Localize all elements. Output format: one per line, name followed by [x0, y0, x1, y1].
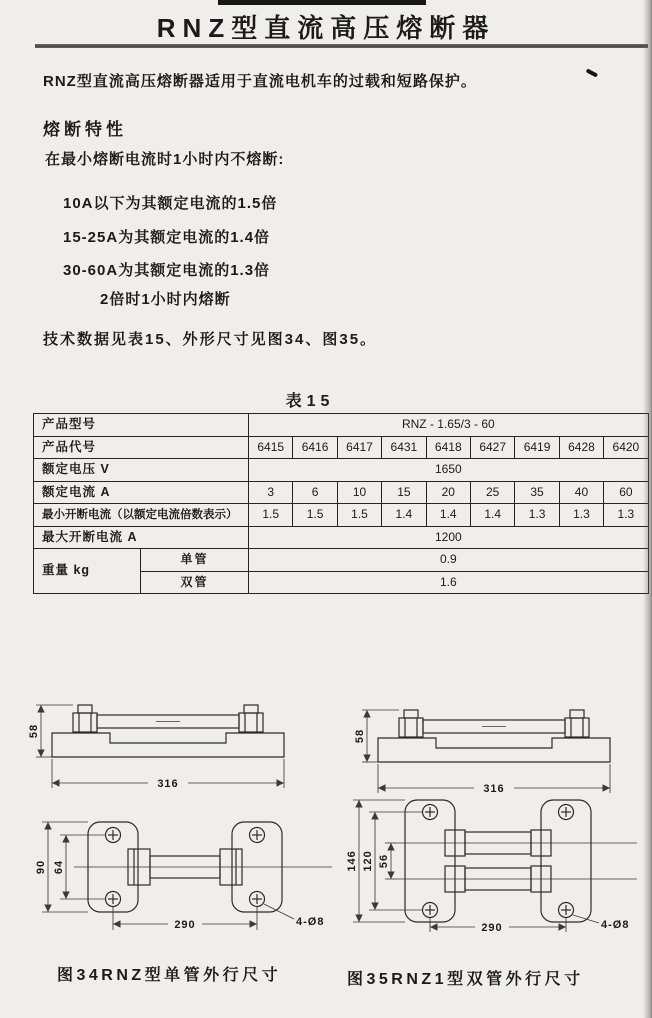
fig34-caption: 图34RNZ型单管外行尺寸 — [57, 967, 282, 984]
fusing-intro-line: 在最小熔断电流时1小时内不熔断: — [45, 151, 285, 168]
cell: 6428 — [559, 436, 603, 459]
table-row-rated-voltage — [34, 459, 649, 482]
fig35-side-view-drawing — [348, 696, 638, 801]
cell: 6415 — [249, 436, 293, 459]
cell-rated-voltage: 1650 — [249, 459, 649, 482]
cell: 1.5 — [337, 504, 381, 527]
title-divider-rule — [35, 44, 648, 48]
row-label: 额定电流 A — [34, 481, 249, 504]
cell: 6420 — [604, 436, 649, 459]
cell: 6417 — [337, 436, 381, 459]
fig35-caption: 图35RNZ1型双管外行尺寸 — [347, 971, 584, 988]
cell: 1.4 — [382, 504, 426, 527]
sub-label-double-tube: 双管 — [141, 571, 249, 594]
section-heading: 熔断特性 — [43, 120, 127, 139]
dim-label-length: 316 — [157, 778, 179, 790]
row-label: 额定电压 V — [34, 459, 249, 482]
dim-label-height: 58 — [354, 728, 366, 744]
dim-label-hole-spacing-h: 290 — [481, 922, 503, 934]
page-title: RNZ型直流高压熔断器 — [156, 13, 496, 43]
spec-table — [33, 413, 649, 594]
fig34-top-view-drawing — [30, 802, 340, 937]
cell-product-model: RNZ - 1.65/3 - 60 — [249, 414, 649, 437]
table-row-rated-current — [34, 481, 649, 504]
dim-label-height: 58 — [28, 723, 40, 739]
fusing-line: 15-25A为其额定电流的1.4倍 — [63, 229, 271, 246]
fusing-line: 30-60A为其额定电流的1.3倍 — [63, 262, 271, 279]
cell: 1.5 — [249, 504, 293, 527]
sub-label-single-tube: 单管 — [141, 549, 249, 572]
cell: 1.5 — [293, 504, 337, 527]
dim-label-holes-note: 4-Ø8 — [296, 916, 325, 928]
row-label: 产品型号 — [34, 414, 249, 437]
cell-max-breaking: 1200 — [249, 526, 649, 549]
cell: 60 — [604, 481, 649, 504]
table-row-product-code — [34, 436, 649, 459]
cell: 20 — [426, 481, 470, 504]
fusing-line: 2倍时1小时内熔断 — [100, 291, 231, 308]
cell: 1.3 — [604, 504, 649, 527]
dim-label-plate-height: 146 — [346, 850, 358, 872]
row-label: 产品代号 — [34, 436, 249, 459]
table-caption: 表15 — [285, 393, 335, 410]
cell: 6418 — [426, 436, 470, 459]
cell-weight-single: 0.9 — [249, 549, 649, 572]
intro-paragraph: RNZ型直流高压熔断器适用于直流电机车的过载和短路保护。 — [43, 73, 477, 90]
table-row-product-model — [34, 414, 649, 437]
cell: 40 — [559, 481, 603, 504]
fig35-top-view-drawing — [345, 790, 645, 935]
cell: 35 — [515, 481, 559, 504]
cell-weight-double: 1.6 — [249, 571, 649, 594]
reference-line: 技术数据见表15、外形尺寸见图34、图35。 — [43, 331, 378, 348]
dim-label-holes-note: 4-Ø8 — [601, 919, 630, 931]
cell: 3 — [249, 481, 293, 504]
table-row-min-breaking — [34, 504, 649, 527]
cell: 1.3 — [515, 504, 559, 527]
cell: 6431 — [382, 436, 426, 459]
cell: 1.3 — [559, 504, 603, 527]
row-label-weight: 重量 kg — [34, 549, 141, 594]
dim-label-hole-spacing-v: 120 — [362, 850, 374, 872]
dim-label-plate-height: 90 — [35, 859, 47, 875]
cell: 1.4 — [426, 504, 470, 527]
cell: 10 — [337, 481, 381, 504]
cell: 6427 — [470, 436, 514, 459]
dim-label-hole-spacing-h: 290 — [174, 919, 196, 931]
dim-label-length: 316 — [483, 783, 505, 795]
cell: 15 — [382, 481, 426, 504]
row-label: 最大开断电流 A — [34, 526, 249, 549]
row-label: 最小开断电流（以额定电流倍数表示） — [34, 504, 249, 527]
cell: 25 — [470, 481, 514, 504]
cell: 6 — [293, 481, 337, 504]
fusing-line: 10A以下为其额定电流的1.5倍 — [63, 195, 278, 212]
dim-label-hole-spacing-v: 64 — [53, 859, 65, 875]
scan-stray-mark — [586, 68, 598, 77]
table-row-weight-single — [34, 549, 649, 572]
table-row-max-breaking — [34, 526, 649, 549]
dim-label-tube-spacing: 56 — [378, 853, 390, 869]
scan-edge-artifact — [218, 0, 426, 5]
cell: 6419 — [515, 436, 559, 459]
cell: 6416 — [293, 436, 337, 459]
cell: 1.4 — [470, 504, 514, 527]
fig34-side-view-drawing — [28, 700, 308, 800]
